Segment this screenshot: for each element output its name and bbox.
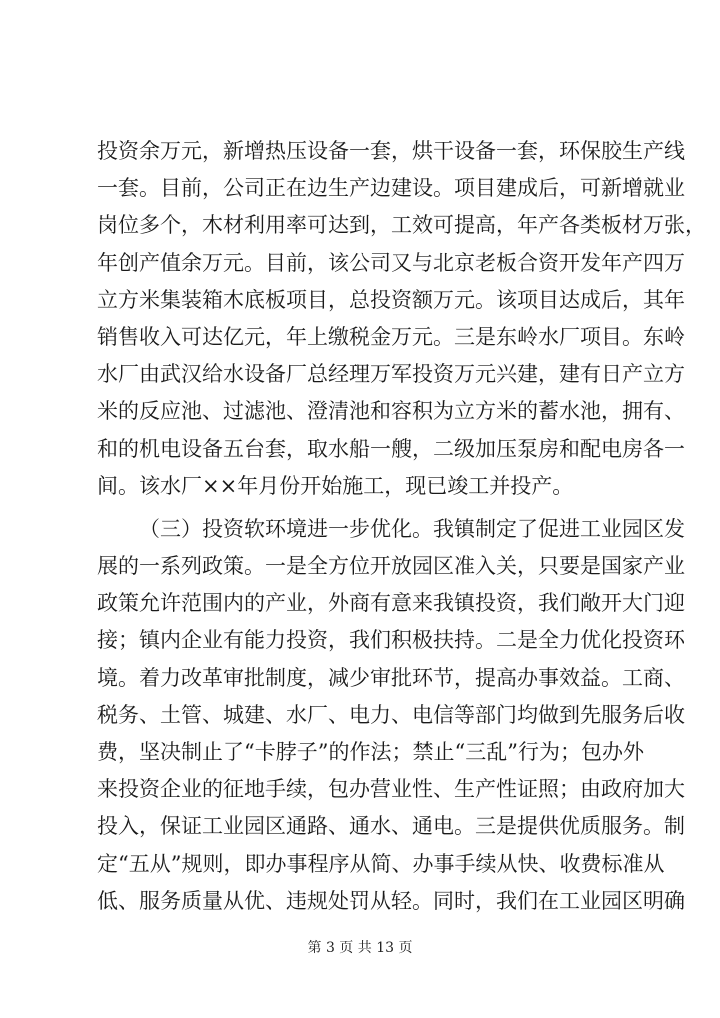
text-line: 年创产值余万元。目前，该公司又与北京老板合资开发年产四万 xyxy=(97,250,685,275)
text-line: 来投资企业的征地手续，包办营业性、生产性证照；由政府加大 xyxy=(97,777,685,802)
text-line: 低、服务质量从优、违规处罚从轻。同时，我们在工业园区明确 xyxy=(97,888,685,913)
paragraph-investment-projects xyxy=(97,133,706,505)
text-line: 立方米集装箱木底板项目，总投资额万元。该项目达成后，其年 xyxy=(97,287,685,312)
text-line: 一套。目前，公司正在边生产边建设。项目建成后，可新增就业 xyxy=(97,176,685,201)
page-number-footer: 第 3 页 共 13 页 xyxy=(307,940,413,956)
text-line: 定“五从”规则，即办事程序从简、办事手续从快、收费标准从 xyxy=(97,851,665,876)
text-line: 销售收入可达亿元，年上缴税金万元。三是东岭水厂项目。东岭 xyxy=(97,324,685,349)
paragraph-investment-environment xyxy=(97,511,685,920)
text-line: 和的机电设备五台套，取水船一艘，二级加压泵房和配电房各一 xyxy=(97,436,685,461)
text-line: 岗位多个，木材利用率可达到，工效可提高，年产各类板材万张， xyxy=(97,213,706,238)
text-line: 间。该水厂××年月份开始施工，现已竣工并投产。 xyxy=(97,473,574,498)
text-line: 接；镇内企业有能力投资，我们积极扶持。二是全力优化投资环 xyxy=(97,628,685,653)
text-line: 投入，保证工业园区通路、通水、通电。三是提供优质服务。制 xyxy=(97,814,685,839)
text-line: 展的一系列政策。一是全方位开放园区准入关，只要是国家产业 xyxy=(97,554,685,579)
body-text xyxy=(97,133,706,920)
text-line: 政策允许范围内的产业，外商有意来我镇投资，我们敞开大门迎 xyxy=(97,591,685,616)
text-line: 费，坚决制止了“卡脖子”的作法；禁止“三乱”行为；包办外 xyxy=(97,740,644,764)
text-line: （三）投资软环境进一步优化。我镇制定了促进工业园区发 xyxy=(139,516,685,541)
text-line: 境。着力改革审批制度，减少审批环节，提高办事效益。工商、 xyxy=(97,665,685,690)
text-line: 投资余万元，新增热压设备一套，烘干设备一套，环保胶生产线 xyxy=(97,139,685,163)
text-line: 米的反应池、过滤池、澄清池和容积为立方米的蓄水池，拥有、 xyxy=(97,399,685,424)
text-line: 水厂由武汉给水设备厂总经理万军投资万元兴建，建有日产立方 xyxy=(97,362,685,387)
text-line: 税务、土管、城建、水厂、电力、电信等部门均做到先服务后收 xyxy=(97,702,685,727)
